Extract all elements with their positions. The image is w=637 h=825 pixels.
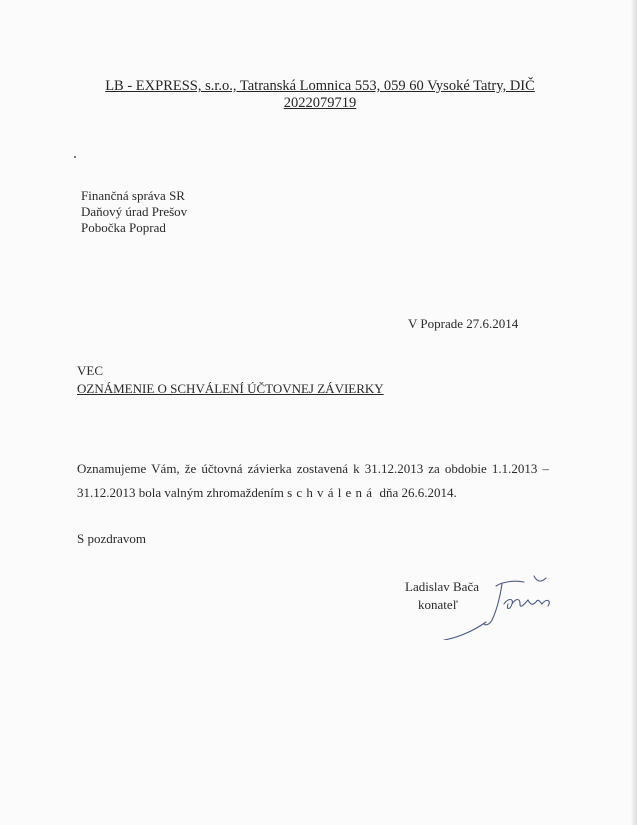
letterhead	[60, 78, 580, 112]
signer-role: konateľ	[418, 597, 458, 612]
body-text-part-1: Oznamujeme Vám, že účtovná závierka zostavená k 31.12.2013 za obdobie 1.1.2013 – 31.12.2013 bola valným zhromaždením	[77, 461, 549, 500]
body-text-approved: schválená	[287, 485, 377, 500]
addressee-line-1: Finančná správa SR	[81, 188, 185, 203]
addressee-line-3: Pobočka Poprad	[81, 220, 166, 235]
subject-title: OZNÁMENIE O SCHVÁLENÍ ÚČTOVNEJ ZÁVIERKY	[77, 381, 384, 396]
closing-greeting: S pozdravom	[77, 531, 146, 546]
letterhead-line-1: LB - EXPRESS, s.r.o., Tatranská Lomnica 553, 059 60 Vysoké Tatry, DIČ	[105, 78, 535, 94]
body-text-part-2: dňa 26.6.2014.	[376, 485, 457, 500]
scan-speck	[74, 156, 76, 158]
place-date: V Poprade 27.6.2014	[408, 316, 519, 331]
letterhead-line-2: 2022079719	[283, 95, 357, 111]
subject-label: VEC	[77, 363, 103, 378]
handwritten-signature	[436, 568, 566, 640]
body-paragraph	[77, 457, 549, 505]
signer-name: Ladislav Bača	[405, 579, 479, 594]
page-edge-shadow	[631, 0, 637, 825]
addressee-block	[81, 188, 187, 236]
addressee-line-2: Daňový úrad Prešov	[81, 204, 188, 219]
